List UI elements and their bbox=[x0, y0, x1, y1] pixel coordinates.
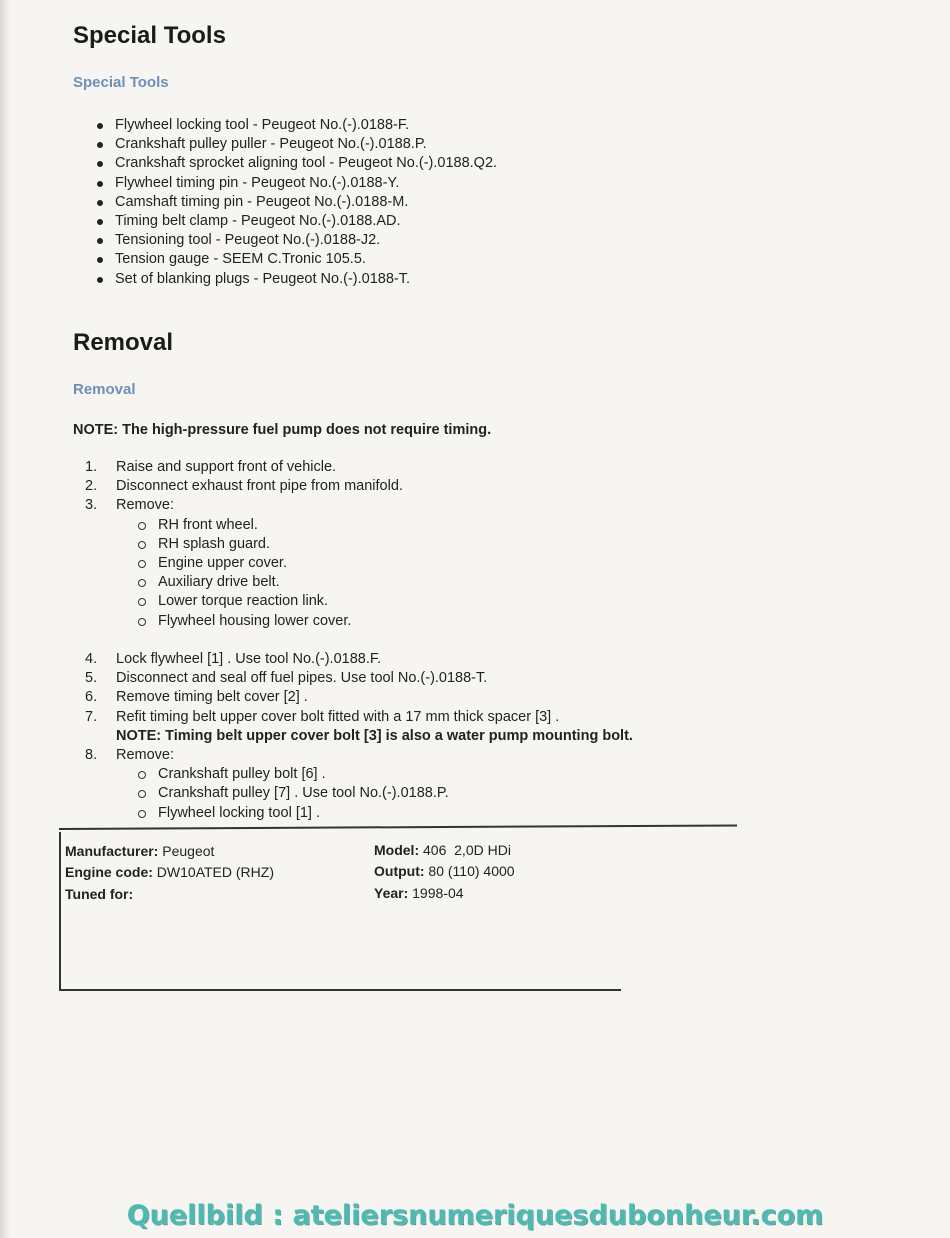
step-item: 1. Raise and support front of vehicle. bbox=[85, 459, 337, 475]
step-item: 3. Remove: RH front wheel. RH splash guard. Engine upper cover. Auxiliary drive belt. Lower torque reaction link. Flywheel housing lower cover. bbox=[85, 496, 403, 630]
list-item: Crankshaft sprocket aligning tool - Peugeot No.(-).0188.Q2. bbox=[95, 154, 497, 173]
year-field: Year: 1998-04 bbox=[374, 885, 464, 901]
sub-list-item: RH front wheel. bbox=[138, 516, 403, 535]
special-tools-list bbox=[95, 116, 497, 289]
sub-list-item: Crankshaft pulley [7] . Use tool No.(-).0188.P. bbox=[138, 784, 633, 803]
step-item: 2. Disconnect exhaust front pipe from manifold. bbox=[85, 478, 403, 495]
removal-subheading: Removal bbox=[73, 381, 136, 398]
list-item: Flywheel timing pin - Peugeot No.(-).0188-Y. bbox=[95, 174, 497, 193]
list-item: Camshaft timing pin - Peugeot No.(-).0188-M. bbox=[95, 193, 497, 212]
engine-code-field: Engine code: DW10ATED (RHZ) bbox=[65, 864, 274, 880]
step-3-sublist bbox=[85, 516, 403, 631]
special-tools-heading: Special Tools bbox=[73, 22, 226, 49]
step-item: 8. Remove: Crankshaft pulley bolt [6] . Crankshaft pulley [7] . Use tool No.(-).0188.P. Flywheel locking tool [1] . bbox=[85, 746, 633, 823]
timing-note: NOTE: The high-pressure fuel pump does not require timing. bbox=[73, 422, 492, 438]
tuned-for-field: Tuned for: bbox=[65, 886, 134, 902]
list-item: Tensioning tool - Peugeot No.(-).0188-J2. bbox=[95, 231, 497, 250]
water-pump-bolt-note: NOTE: Timing belt upper cover bolt [3] is also a water pump mounting bolt. bbox=[116, 727, 633, 744]
sub-list-item: Auxiliary drive belt. bbox=[138, 573, 403, 592]
removal-steps-part-2 bbox=[85, 650, 633, 823]
sub-list-item: Engine upper cover. bbox=[138, 554, 403, 573]
list-item: Set of blanking plugs - Peugeot No.(-).0188-T. bbox=[95, 270, 497, 289]
list-item: Flywheel locking tool - Peugeot No.(-).0188-F. bbox=[95, 116, 497, 135]
step-8-sublist bbox=[85, 765, 633, 823]
output-field: Output: 80 (110) 4000 bbox=[374, 863, 515, 879]
list-item: Tension gauge - SEEM C.Tronic 105.5. bbox=[95, 250, 497, 269]
special-tools-subheading: Special Tools bbox=[73, 74, 169, 91]
sub-list-item: Flywheel housing lower cover. bbox=[138, 612, 403, 631]
list-item: Timing belt clamp - Peugeot No.(-).0188.AD. bbox=[95, 212, 497, 231]
sub-list-item: RH splash guard. bbox=[138, 535, 403, 554]
step-item: 5. Disconnect and seal off fuel pipes. Use tool No.(-).0188-T. bbox=[85, 670, 488, 687]
sub-list-item: Crankshaft pulley bolt [6] . bbox=[138, 765, 633, 784]
info-box-top-border bbox=[59, 824, 737, 830]
manufacturer-field: Manufacturer: Peugeot bbox=[65, 843, 215, 859]
removal-steps-part-1 bbox=[85, 458, 403, 631]
removal-heading: Removal bbox=[73, 329, 174, 356]
list-item: Crankshaft pulley puller - Peugeot No.(-).0188.P. bbox=[95, 135, 497, 154]
step-item: 4. Lock flywheel [1] . Use tool No.(-).0188.F. bbox=[85, 651, 382, 667]
model-field: Model: 406 2,0D HDi bbox=[374, 842, 511, 858]
sub-list-item: Lower torque reaction link. bbox=[138, 592, 403, 611]
step-item: 7. Refit timing belt upper cover bolt fitted with a 17 mm thick spacer [3] . NOTE: Timing belt upper cover bolt [3] is also a water pump mounting bolt. bbox=[85, 708, 633, 746]
sub-list-item: Flywheel locking tool [1] . bbox=[138, 804, 633, 823]
step-item: 6. Remove timing belt cover [2] . bbox=[85, 689, 308, 706]
source-watermark: Quellbild : ateliersnumeriquesdubonheur.com bbox=[126, 1200, 824, 1231]
